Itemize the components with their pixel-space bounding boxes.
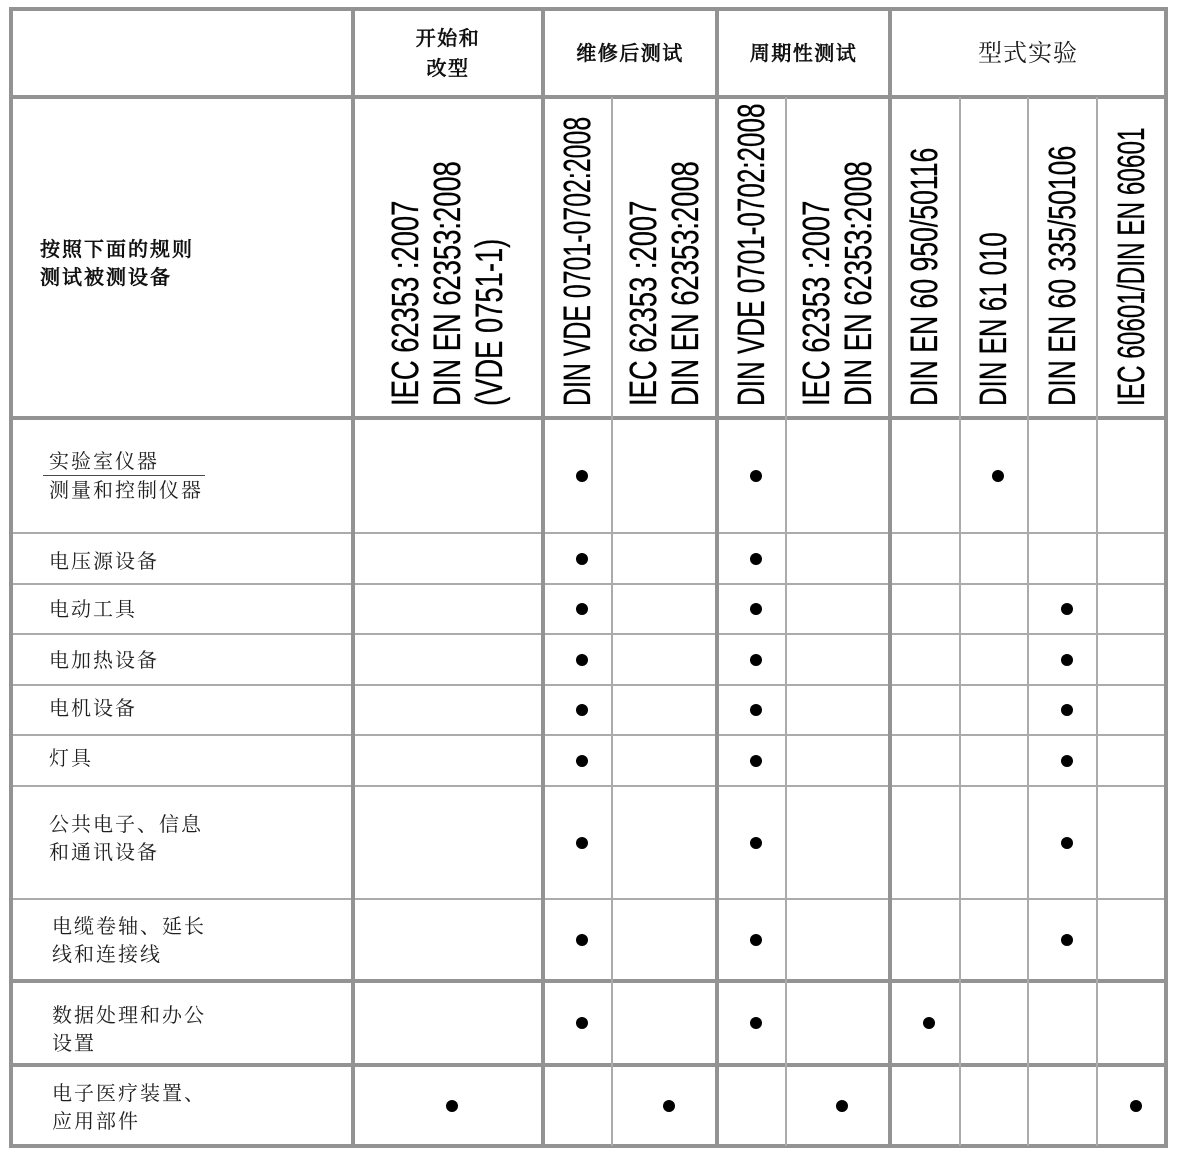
standard-text-line: DIN EN 62353:2008: [664, 161, 707, 406]
standard-text-line: IEC 60601/DIN EN 60601: [1110, 127, 1153, 407]
table-rule-column: [1096, 97, 1098, 1146]
applicable-mark: [1061, 654, 1073, 666]
table-rule-header: [9, 95, 1168, 99]
standard-text-line: DIN VDE 0701-0702:2008: [556, 116, 599, 406]
row-label-line: 和通讯设备: [49, 839, 159, 864]
applicable-mark: [750, 470, 762, 482]
standard-text-line: DIN EN 62353:2008: [427, 161, 469, 406]
table-rule-bottom: [9, 1144, 1168, 1148]
applicable-mark: [576, 470, 588, 482]
table-rule-right: [1164, 7, 1168, 1148]
table-rule-column: [888, 7, 892, 1148]
table-rule-row: [9, 734, 1168, 736]
table-rule-column: [351, 7, 355, 1148]
table-rule-row: [9, 1063, 1168, 1067]
standard-text-line: DIN EN 62353:2008: [838, 161, 880, 406]
applicable-mark: [663, 1100, 675, 1112]
applicable-mark: [750, 755, 762, 767]
applicable-mark: [576, 704, 588, 716]
table-rule-column: [541, 7, 545, 1148]
applicable-mark: [576, 837, 588, 849]
row-header-line: 按照下面的规则: [40, 236, 194, 261]
row-label-line: 电机设备: [49, 695, 137, 720]
row-label-line: 电动工具: [49, 597, 137, 621]
standard-text-line: DIN VDE 0701-0702:2008: [730, 103, 773, 406]
applicable-mark: [1061, 837, 1073, 849]
header-group-label: 周期性测试: [749, 41, 858, 65]
table-rule-row: [9, 633, 1168, 635]
applicable-mark: [1061, 934, 1073, 946]
applicable-mark: [750, 603, 762, 615]
applicable-mark: [576, 934, 588, 946]
row-label-line: 电子医疗装置、: [52, 1081, 206, 1105]
applicable-mark: [1061, 704, 1073, 716]
row-label-line: 电压源设备: [49, 549, 159, 573]
row-label-line: 电缆卷轴、延长: [52, 914, 206, 938]
applicable-mark: [576, 553, 588, 565]
header-group-label: 型式实验: [978, 39, 1078, 67]
table-rule-column: [611, 97, 613, 1146]
applicable-mark: [576, 603, 588, 615]
header-group-label: 维修后测试: [576, 41, 684, 65]
table-rule-column: [715, 7, 719, 1148]
row-label-line: 灯具: [49, 745, 93, 770]
standard-text-line: IEC 62353 :2007: [796, 200, 838, 406]
row-label-line: 测量和控制仪器: [49, 478, 203, 502]
table-rule-row: [9, 532, 1168, 534]
applicable-mark: [992, 470, 1004, 482]
row-label-line: 数据处理和办公: [52, 1003, 206, 1027]
row-label-line: 线和连接线: [52, 942, 162, 966]
applicable-mark: [576, 654, 588, 666]
table-rule-row: [9, 979, 1168, 983]
standard-text-line: DIN EN 61 010: [973, 232, 1015, 406]
row-label-line: 公共电子、信息: [49, 811, 203, 836]
applicable-mark: [750, 553, 762, 565]
applicable-mark: [750, 837, 762, 849]
applicable-mark: [1130, 1100, 1142, 1112]
table-rule-row: [9, 785, 1168, 787]
table-rule-top: [9, 7, 1168, 11]
table-rule-column: [785, 97, 787, 1146]
header-group-line: 开始和: [415, 26, 481, 50]
table-rule-row: [9, 684, 1168, 686]
table-rule-column: [959, 97, 961, 1146]
row-label-line: 实验室仪器: [43, 447, 205, 476]
table-rule-row: [9, 583, 1168, 585]
row-label-line: 电加热设备: [49, 647, 159, 672]
header-group-line: 改型: [426, 56, 470, 80]
row-header-line: 测试被测设备: [40, 264, 172, 289]
applicable-mark: [750, 934, 762, 946]
applicable-mark: [923, 1017, 935, 1029]
standard-text-line: IEC 62353 :2007: [385, 200, 427, 406]
table-rule-header: [9, 416, 1168, 420]
applicable-mark: [576, 755, 588, 767]
row-label-line: 设置: [52, 1031, 96, 1055]
applicable-mark: [750, 654, 762, 666]
standard-text-line: DIN EN 60 950/50116: [904, 147, 946, 406]
row-label-line: 应用部件: [52, 1109, 140, 1133]
table-rule-row: [9, 898, 1168, 900]
standard-text-line: IEC 62353 :2007: [622, 200, 665, 406]
applicable-mark: [836, 1100, 848, 1112]
applicable-mark: [750, 1017, 762, 1029]
applicable-mark: [1061, 755, 1073, 767]
standard-text-line: (VDE 0751-1): [469, 238, 511, 406]
table-rule-column: [1027, 97, 1029, 1146]
applicable-mark: [1061, 603, 1073, 615]
applicable-mark: [750, 704, 762, 716]
table-rule-left: [9, 7, 13, 1148]
standard-text-line: DIN EN 60 335/50106: [1041, 145, 1084, 406]
applicable-mark: [446, 1100, 458, 1112]
applicable-mark: [576, 1017, 588, 1029]
